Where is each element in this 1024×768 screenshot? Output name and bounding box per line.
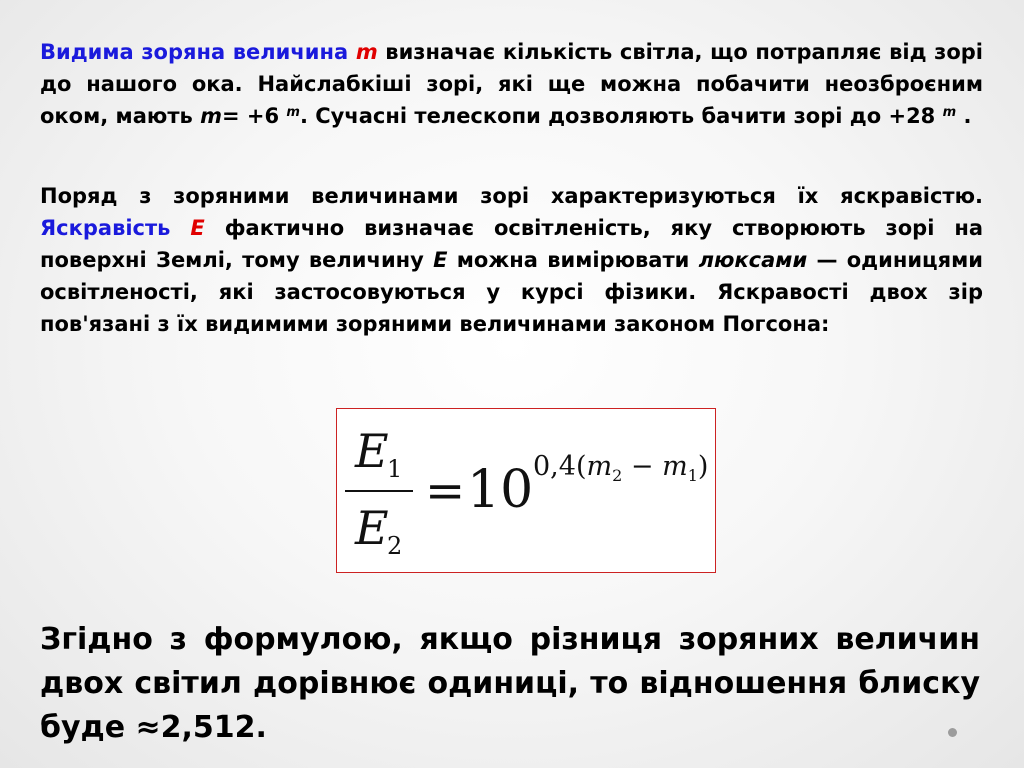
text-segment: . Сучасні телескопи дозволяють бачити зорі до +28: [299, 104, 943, 128]
formula-numerator-subscript: 1: [387, 455, 403, 483]
formula-numerator-E: E: [355, 424, 389, 478]
pogson-formula-box: [336, 408, 716, 573]
exponent-minus: −: [622, 451, 663, 482]
symbol-m-inline: m: [200, 104, 222, 128]
term-lux: люксами: [698, 248, 808, 272]
pogson-formula: [337, 409, 715, 572]
exponent-coefficient: 0,4(: [533, 451, 587, 482]
text-segment: можна вимірювати: [447, 248, 699, 272]
superscript-m: m: [942, 105, 957, 120]
formula-denominator-E: E: [355, 501, 389, 555]
conclusion-text: Згідно з формулою, якщо різниця зоряних величин двох світил дорівнює одиниці, то відношення блиску буде ≈2,512.: [40, 622, 980, 745]
paragraph-brightness: [40, 180, 983, 340]
exponent-m1: m: [662, 451, 688, 482]
term-apparent-magnitude: Видима зоряна величина: [40, 40, 349, 64]
exponent-subscript-1: 1: [687, 466, 698, 485]
exponent-subscript-2: 2: [612, 466, 623, 485]
text-segment: .: [956, 104, 972, 128]
slide-nav-dot[interactable]: [948, 728, 957, 737]
text-segment: — одиницями освітленості, які застосовуються у курсі фізики. Яскравості двох зір пов'язані з їх видимими зоряними величинами законом Погсона:: [40, 248, 983, 336]
term-brightness: Яскравість: [40, 216, 171, 240]
formula-exponent: [533, 451, 708, 485]
formula-equals: =: [425, 463, 466, 519]
paragraph-apparent-magnitude: [40, 36, 983, 132]
symbol-E-inline: E: [433, 248, 448, 272]
formula-denominator-subscript: 2: [387, 532, 403, 560]
exponent-close-paren: ): [697, 451, 709, 482]
formula-base: 10: [467, 460, 534, 520]
text-segment: визначає кількість світла, що потрапляє від зорі до нашого ока. Найслабкіші зорі, які ще можна побачити неозброєним оком, мають: [40, 40, 984, 128]
exponent-m2: m: [586, 451, 613, 482]
symbol-m: m: [355, 40, 378, 64]
text-segment: = +6: [221, 104, 287, 128]
symbol-E: E: [190, 216, 205, 240]
text-segment: фактично визначає освітленість, яку створюють зорі на поверхні Землі, тому величину: [40, 216, 983, 272]
superscript-m: m: [286, 105, 300, 120]
text-segment: Поряд з зоряними величинами зорі характеризуються їх яскравістю.: [40, 184, 983, 208]
